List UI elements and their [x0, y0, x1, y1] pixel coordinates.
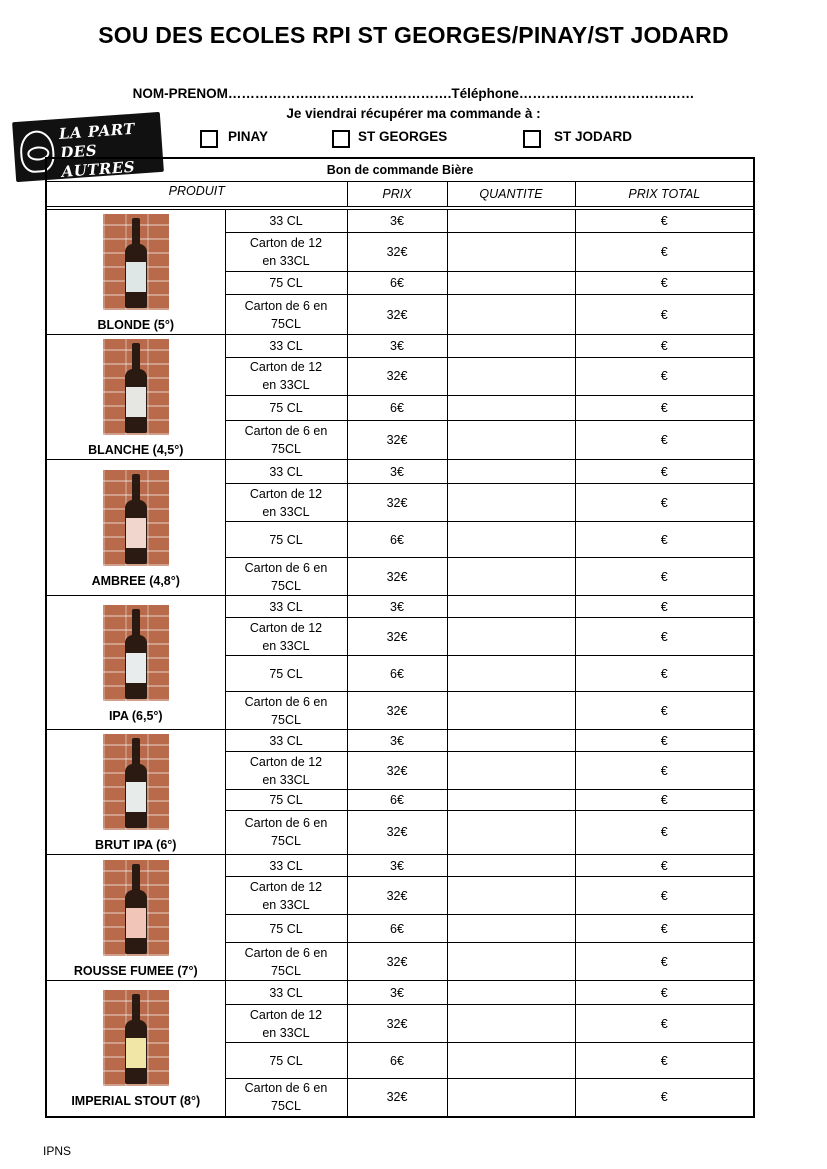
quantity-field[interactable] — [447, 730, 575, 752]
product-cell — [46, 460, 225, 596]
total-price-field[interactable]: € — [575, 596, 754, 618]
quantity-field[interactable] — [447, 295, 575, 335]
column-header-quantite: QUANTITE — [447, 182, 575, 207]
table-row — [46, 730, 754, 752]
quantity-field[interactable] — [447, 915, 575, 943]
beer-bottle-photo — [103, 860, 169, 956]
unit-price: 6€ — [347, 790, 447, 810]
variant-size: Carton de 12 en 33CL — [225, 618, 347, 656]
unit-price: 32€ — [347, 232, 447, 272]
quantity-field[interactable] — [447, 272, 575, 295]
variant-size: 33 CL — [225, 855, 347, 877]
table-row — [46, 981, 754, 1005]
unit-price: 3€ — [347, 210, 447, 233]
unit-price: 32€ — [347, 752, 447, 790]
variant-size: 75 CL — [225, 272, 347, 295]
checkbox-st-georges[interactable] — [332, 130, 350, 148]
variant-size: Carton de 12 en 33CL — [225, 484, 347, 522]
variant-size: 33 CL — [225, 981, 347, 1005]
variant-size: Carton de 12 en 33CL — [225, 357, 347, 396]
unit-price: 3€ — [347, 596, 447, 618]
total-price-field[interactable]: € — [575, 421, 754, 460]
variant-size: 75 CL — [225, 1043, 347, 1079]
total-price-field[interactable]: € — [575, 618, 754, 656]
quantity-field[interactable] — [447, 421, 575, 460]
quantity-field[interactable] — [447, 943, 575, 981]
variant-size: 33 CL — [225, 335, 347, 358]
total-price-field[interactable]: € — [575, 752, 754, 790]
variant-size: 75 CL — [225, 522, 347, 558]
unit-price: 32€ — [347, 692, 447, 730]
quantity-field[interactable] — [447, 855, 575, 877]
quantity-field[interactable] — [447, 877, 575, 915]
total-price-field[interactable]: € — [575, 335, 754, 358]
variant-size: Carton de 12 en 33CL — [225, 1005, 347, 1043]
variant-size: 33 CL — [225, 596, 347, 618]
total-price-field[interactable]: € — [575, 943, 754, 981]
unit-price: 32€ — [347, 421, 447, 460]
product-cell — [46, 210, 225, 335]
column-header-produit: PRODUIT — [46, 182, 347, 207]
quantity-field[interactable] — [447, 1043, 575, 1079]
product-cell — [46, 981, 225, 1117]
page-title: SOU DES ECOLES RPI ST GEORGES/PINAY/ST JODARD — [98, 22, 729, 48]
variant-size: 33 CL — [225, 210, 347, 233]
product-name: IPA (6,5°) — [108, 708, 163, 723]
variant-size: 33 CL — [225, 730, 347, 752]
unit-price: 32€ — [347, 295, 447, 335]
table-row — [46, 210, 754, 233]
quantity-field[interactable] — [447, 656, 575, 692]
total-price-field[interactable]: € — [575, 656, 754, 692]
total-price-field[interactable]: € — [575, 272, 754, 295]
unit-price: 6€ — [347, 396, 447, 421]
unit-price: 6€ — [347, 915, 447, 943]
quantity-field[interactable] — [447, 335, 575, 358]
variant-size: Carton de 6 en 75CL — [225, 421, 347, 460]
product-cell — [46, 855, 225, 981]
footer-ipns: IPNS — [43, 1144, 72, 1158]
quantity-field[interactable] — [447, 210, 575, 233]
product-name: IMPERIAL STOUT (8°) — [71, 1094, 201, 1109]
unit-price: 6€ — [347, 1043, 447, 1079]
unit-price: 32€ — [347, 877, 447, 915]
option-label-st-georges: ST GEORGES — [358, 129, 448, 144]
option-label-st-jodard: ST JODARD — [554, 129, 633, 144]
column-header-prix-total: PRIX TOTAL — [575, 182, 754, 207]
product-name: BRUT IPA (6°) — [95, 838, 177, 852]
unit-price: 3€ — [347, 730, 447, 752]
total-price-field[interactable]: € — [575, 522, 754, 558]
variant-size: Carton de 6 en 75CL — [225, 810, 347, 854]
quantity-field[interactable] — [447, 522, 575, 558]
unit-price: 32€ — [347, 943, 447, 981]
total-price-field[interactable]: € — [575, 981, 754, 1005]
unit-price: 32€ — [347, 1005, 447, 1043]
total-price-field[interactable]: € — [575, 915, 754, 943]
total-price-field[interactable]: € — [575, 232, 754, 272]
total-price-field[interactable]: € — [575, 1043, 754, 1079]
variant-size: Carton de 6 en 75CL — [225, 943, 347, 981]
quantity-field[interactable] — [447, 484, 575, 522]
unit-price: 3€ — [347, 855, 447, 877]
variant-size: Carton de 6 en 75CL — [225, 1079, 347, 1117]
table-row — [46, 335, 754, 358]
quantity-field[interactable] — [447, 618, 575, 656]
total-price-field[interactable]: € — [575, 1079, 754, 1117]
variant-size: 75 CL — [225, 656, 347, 692]
variant-size: 75 CL — [225, 396, 347, 421]
quantity-field[interactable] — [447, 1005, 575, 1043]
quantity-field[interactable] — [447, 396, 575, 421]
product-cell — [46, 335, 225, 460]
total-price-field[interactable]: € — [575, 730, 754, 752]
quantity-field[interactable] — [447, 810, 575, 854]
unit-price: 32€ — [347, 618, 447, 656]
table-row — [46, 596, 754, 618]
total-price-field[interactable]: € — [575, 790, 754, 810]
product-name: AMBREE (4,8°) — [91, 573, 180, 588]
name-phone-line: NOM-PRENOM……………….………………………….Téléphone………………………………… — [132, 86, 695, 101]
quantity-field[interactable] — [447, 692, 575, 730]
unit-price: 3€ — [347, 335, 447, 358]
beer-bottle-photo — [103, 605, 169, 701]
variant-size: 33 CL — [225, 460, 347, 484]
unit-price: 6€ — [347, 656, 447, 692]
total-price-field[interactable]: € — [575, 855, 754, 877]
column-header-prix: PRIX — [347, 182, 447, 207]
total-price-field[interactable]: € — [575, 210, 754, 233]
unit-price: 3€ — [347, 460, 447, 484]
total-price-field[interactable]: € — [575, 1005, 754, 1043]
product-cell — [46, 730, 225, 855]
table-caption: Bon de commande Bière — [46, 158, 754, 182]
quantity-field[interactable] — [447, 357, 575, 396]
variant-size: Carton de 12 en 33CL — [225, 232, 347, 272]
variant-size: 75 CL — [225, 915, 347, 943]
unit-price: 32€ — [347, 1079, 447, 1117]
total-price-field[interactable]: € — [575, 558, 754, 596]
beer-bottle-photo — [103, 339, 169, 435]
table-row — [46, 855, 754, 877]
quantity-field[interactable] — [447, 232, 575, 272]
quantity-field[interactable] — [447, 460, 575, 484]
unit-price: 32€ — [347, 810, 447, 854]
variant-size: Carton de 6 en 75CL — [225, 558, 347, 596]
quantity-field[interactable] — [447, 558, 575, 596]
beer-bottle-photo — [103, 470, 169, 566]
variant-size: Carton de 12 en 33CL — [225, 752, 347, 790]
quantity-field[interactable] — [447, 1079, 575, 1117]
variant-size: Carton de 6 en 75CL — [225, 692, 347, 730]
total-price-field[interactable]: € — [575, 877, 754, 915]
total-price-field[interactable]: € — [575, 357, 754, 396]
beer-bottle-photo — [103, 734, 169, 830]
order-form-table — [45, 157, 755, 1118]
total-price-field[interactable]: € — [575, 810, 754, 854]
product-name: ROUSSE FUMEE (7°) — [73, 963, 198, 978]
unit-price: 6€ — [347, 522, 447, 558]
unit-price: 32€ — [347, 484, 447, 522]
unit-price: 3€ — [347, 981, 447, 1005]
unit-price: 6€ — [347, 272, 447, 295]
quantity-field[interactable] — [447, 981, 575, 1005]
product-name: BLONDE (5°) — [97, 318, 175, 332]
variant-size: Carton de 12 en 33CL — [225, 877, 347, 915]
total-price-field[interactable]: € — [575, 460, 754, 484]
unit-price: 32€ — [347, 558, 447, 596]
product-name: BLANCHE (4,5°) — [88, 443, 184, 457]
checkbox-st-jodard[interactable] — [523, 130, 541, 148]
pickup-instruction: Je viendrai récupérer ma commande à : — [286, 106, 541, 121]
option-label-pinay: PINAY — [228, 129, 269, 144]
quantity-field[interactable] — [447, 596, 575, 618]
beer-bottle-photo — [103, 214, 169, 310]
total-price-field[interactable]: € — [575, 484, 754, 522]
variant-size: 75 CL — [225, 790, 347, 810]
quantity-field[interactable] — [447, 790, 575, 810]
beer-bottle-photo — [103, 990, 169, 1086]
table-row — [46, 460, 754, 484]
total-price-field[interactable]: € — [575, 396, 754, 421]
product-cell — [46, 596, 225, 730]
unit-price: 32€ — [347, 357, 447, 396]
total-price-field[interactable]: € — [575, 295, 754, 335]
checkbox-pinay[interactable] — [200, 130, 218, 148]
total-price-field[interactable]: € — [575, 692, 754, 730]
logo-text: LA PART DES AUTRES — [58, 119, 136, 181]
variant-size: Carton de 6 en 75CL — [225, 295, 347, 335]
quantity-field[interactable] — [447, 752, 575, 790]
